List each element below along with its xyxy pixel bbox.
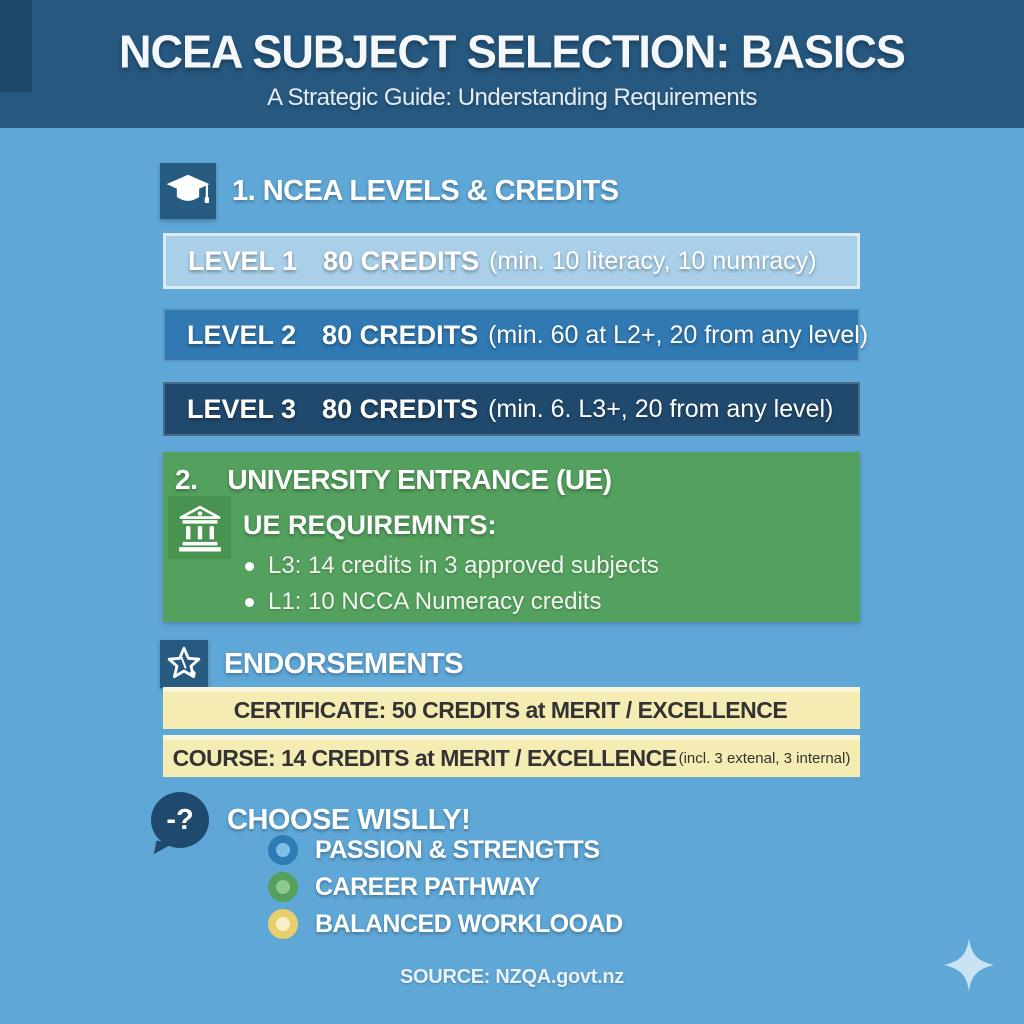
- bullet-dot: [245, 562, 254, 571]
- credits-label: 80 CREDITS: [322, 393, 479, 424]
- bubble-tail: [154, 840, 173, 857]
- credits-detail: (min. 10 literacy, 10 numracy): [489, 246, 817, 275]
- green-bullet-icon: [268, 872, 298, 902]
- level-3-row: [163, 382, 860, 436]
- question-bubble-icon: [151, 792, 209, 848]
- credits-detail: (min. 6. L3+, 20 from any level): [488, 394, 834, 423]
- list-item: [245, 584, 659, 620]
- choose-item-label: PASSION & STRENGTTS: [315, 835, 600, 864]
- level-2-row: [163, 308, 869, 362]
- endorsement-text: CERTIFICATE: 50 CREDITS at MERIT / EXCELLENCE: [233, 697, 788, 723]
- bank-icon: [168, 496, 231, 559]
- ue-bullet-text: L3: 14 credits in 3 approved subjects: [268, 552, 659, 579]
- header-banner: [0, 0, 1024, 128]
- levels-heading: 1. NCEA LEVELS & CREDITS: [232, 174, 619, 207]
- page-subtitle: A Strategic Guide: Understanding Requirements: [267, 84, 757, 111]
- endorsement-bar-course: [163, 735, 860, 777]
- choose-item-workload: [268, 908, 623, 940]
- ue-header: [175, 464, 612, 496]
- endorsement-text: COURSE: 14 CREDITS at MERIT / EXCELLENCE: [172, 745, 677, 771]
- credits-detail: (min. 60 at L2+, 20 from any level): [488, 320, 869, 349]
- choose-item-career: [268, 871, 540, 903]
- choose-item-label: CAREER PATHWAY: [315, 872, 540, 901]
- level-label: LEVEL 1: [188, 245, 298, 276]
- list-item: [245, 548, 659, 584]
- level-1-row: [163, 233, 860, 289]
- section-endorsements-header: [160, 640, 463, 688]
- choose-item-label: BALANCED WORKLOOAD: [315, 909, 623, 938]
- endorsement-bar-certificate: [163, 687, 860, 729]
- star-icon: [160, 640, 208, 688]
- ue-bullet-text: L1: 10 NCCA Numeracy credits: [268, 588, 602, 615]
- yellow-bullet-icon: [268, 909, 298, 939]
- section-levels-header: [160, 163, 619, 219]
- level-label: LEVEL 3: [187, 393, 297, 424]
- endorsements-heading: ENDORSEMENTS: [224, 647, 463, 680]
- credits-label: 80 CREDITS: [322, 319, 479, 350]
- choose-heading: CHOOSE WISLLY!: [227, 803, 471, 836]
- choose-item-passion: [268, 834, 600, 866]
- question-glyph: -?: [151, 792, 209, 848]
- ue-heading: UNIVERSITY ENTRANCE (UE): [227, 464, 612, 495]
- credits-label: 80 CREDITS: [323, 245, 480, 276]
- ue-bullet-list: [245, 548, 659, 620]
- level-label: LEVEL 2: [187, 319, 297, 350]
- blue-bullet-icon: [268, 835, 298, 865]
- graduation-cap-icon: [160, 163, 216, 219]
- section-ue-panel: [163, 452, 860, 622]
- endorsement-note: (incl. 3 extenal, 3 internal): [678, 750, 851, 767]
- bullet-dot: [245, 598, 254, 607]
- source-text: SOURCE: NZQA.govt.nz: [400, 966, 624, 988]
- ue-subheading: UE REQUIREMNTS:: [243, 510, 497, 540]
- ue-number: 2.: [175, 464, 198, 495]
- sparkle-icon: [944, 938, 994, 997]
- page-title: NCEA SUBJECT SELECTION: BASICS: [119, 24, 905, 79]
